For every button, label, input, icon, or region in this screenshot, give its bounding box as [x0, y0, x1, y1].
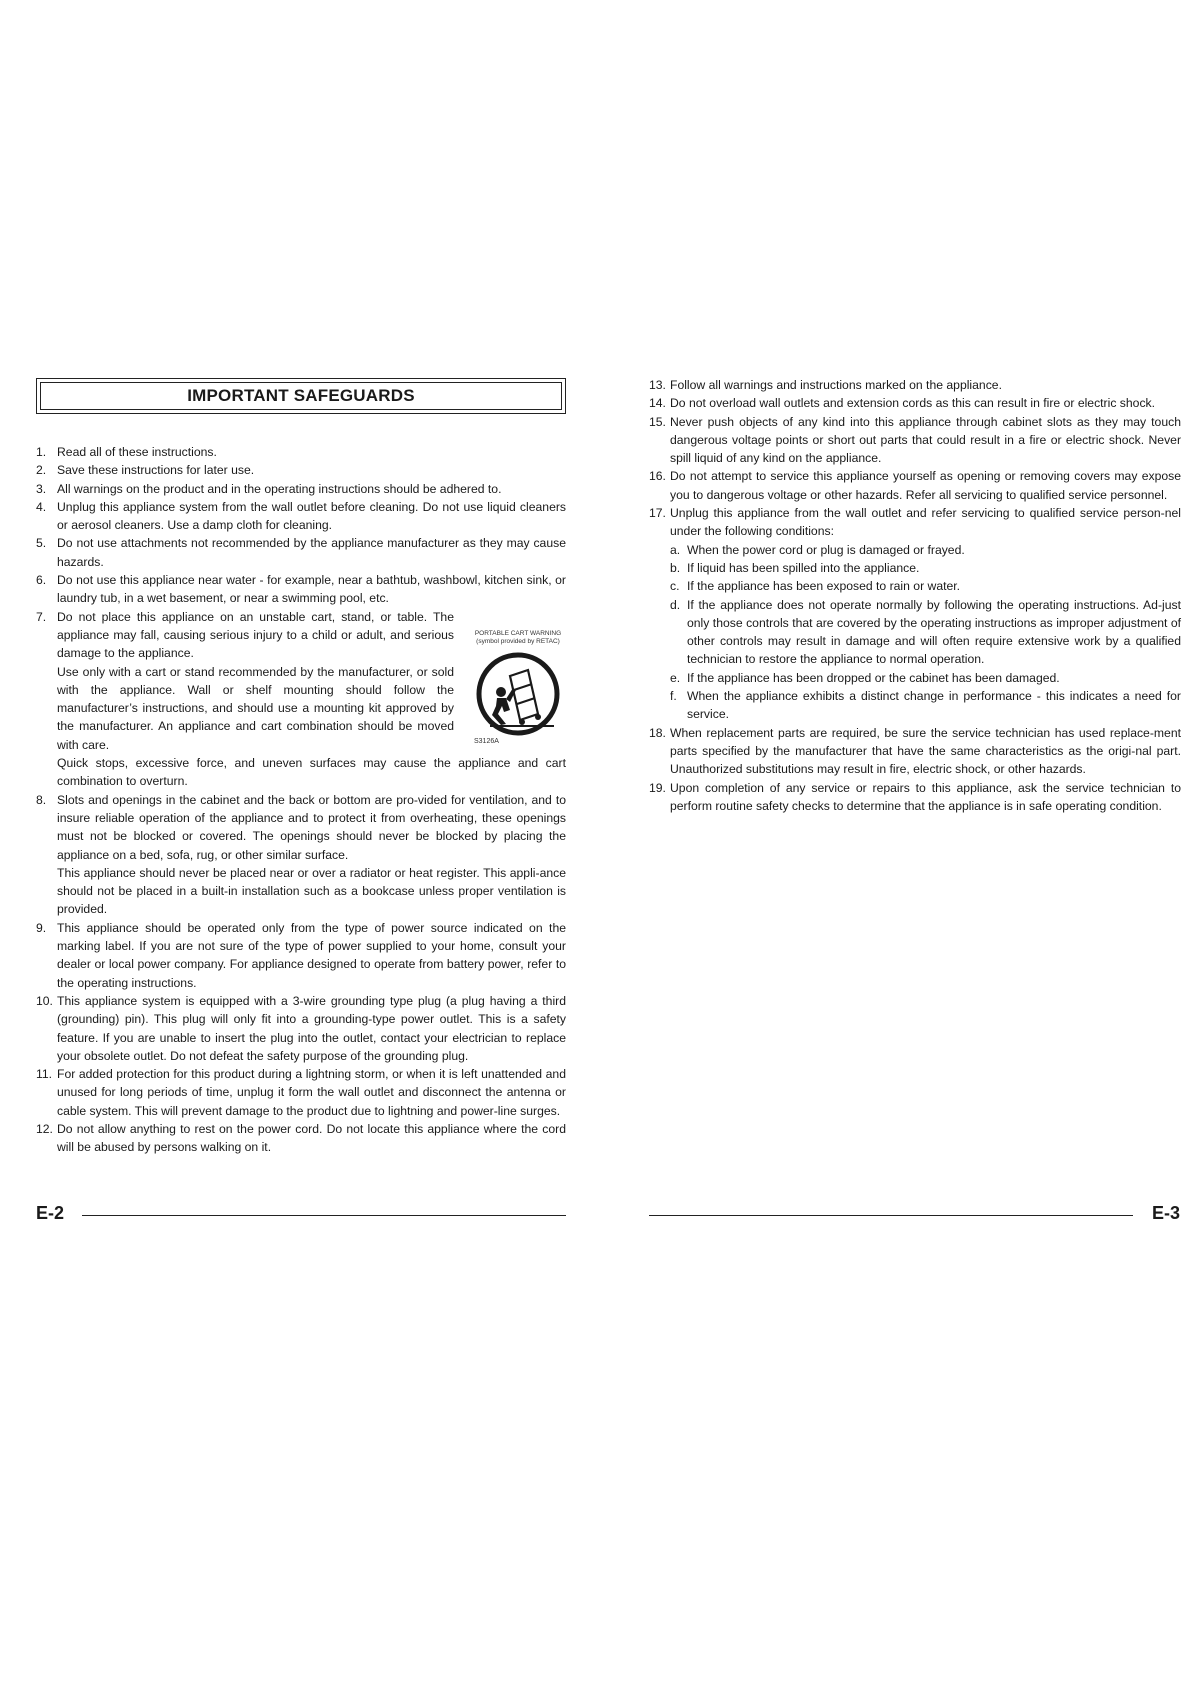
item-text: Use only with a cart or stand recommended by the manufacturer, or sold with the appliance. Wall or shelf mounting should follow the manufacturer’s instructions, and should use a mounting kit approved by the manufacturer. An appliance and cart combination should be moved with care. [57, 664, 454, 752]
item-text: This appliance system is equipped with a 3-wire grounding type plug (a plug having a third (grounding) pin). This plug will only fit into a grounding-type power outlet. This is a safety feature. If you are unable to insert the plug into the outlet, contact your electrician to replace your obsolete outlet. Do not defeat the safety purpose of the grounding plug. [57, 993, 566, 1063]
list-item [649, 504, 1181, 724]
item-text: Never push objects of any kind into this appliance through cabinet slots as they may touch dangerous voltage points or short out parts that could result in a fire or electric shock. Never spill liquid of any kind on the appliance. [670, 414, 1181, 466]
list-item [36, 534, 566, 571]
item-number: 10. [36, 993, 53, 1008]
item-text: This appliance should never be placed near or over a radiator or heat register. This appli-ance should not be placed in a built-in installation such as a bookcase unless proper ventilation is provided. [57, 865, 566, 917]
item-number: 19. [649, 780, 666, 795]
sub-list-item [670, 577, 1181, 595]
safeguards-list-left [36, 443, 566, 1157]
footer-rule-left [82, 1215, 566, 1216]
item-number: 9. [36, 920, 47, 935]
item-text: Save these instructions for later use. [57, 463, 255, 478]
sub-list-item [670, 669, 1181, 687]
cart-tipover-icon [476, 652, 560, 736]
item-number: 2. [36, 463, 47, 478]
item-text: When replacement parts are required, be sure the service technician has used replace-ment parts specified by the manufacturer that have the same characteristics as the origi-nal part. Unauthorized substitutions may result in fire, electric shock, or other hazards. [670, 725, 1181, 777]
item-number: 17. [649, 506, 666, 521]
sub-item-text: If the appliance has been exposed to rain or water. [687, 579, 961, 594]
page-title: IMPORTANT SAFEGUARDS [40, 382, 562, 410]
page-number-left: E-2 [36, 1203, 65, 1223]
list-item [36, 992, 566, 1065]
footer-rule-right [649, 1215, 1133, 1216]
item-text: Follow all warnings and instructions marked on the appliance. [670, 378, 1002, 392]
cart-warning-text [57, 608, 470, 754]
list-item [649, 724, 1181, 779]
item-text: Read all of these instructions. [57, 445, 217, 459]
sub-item-letter: d. [670, 597, 681, 612]
item-text: Unplug this appliance system from the wall outlet before cleaning. Do not use liquid cleaners or aerosol cleaners. Use a damp cloth for cleaning. [57, 499, 566, 533]
list-item [36, 1120, 566, 1157]
item-number: 13. [649, 378, 666, 392]
item-text: Slots and openings in the cabinet and the back or bottom are pro-vided for ventilation, and to insure reliable operation of the appliance and to protect it from overheating, these openings must not be blocked or covered. The openings should never be blocked by placing the appliance on a bed, sofa, rug, or other similar surface. [57, 792, 566, 862]
list-item [649, 394, 1181, 412]
item-text: Quick stops, excessive force, and uneven surfaces may cause the appliance and cart combination to overturn. [57, 756, 566, 789]
title-frame [36, 378, 566, 414]
sub-list-item [670, 559, 1181, 577]
item-text: Do not use attachments not recommended by the appliance manufacturer as they may cause hazards. [57, 536, 566, 569]
item-number: 6. [36, 573, 47, 588]
list-item [36, 791, 566, 919]
list-item [36, 443, 566, 461]
item-text: For added protection for this product during a lightning storm, or when it is left unattended and unused for long periods of time, unplug it form the wall outlet and disconnect the antenna or cable system. This will prevent damage to the product due to lightning and power-line surges. [57, 1067, 566, 1118]
item-number: 4. [36, 499, 47, 514]
item-text: Do not attempt to service this appliance yourself as opening or removing covers may expose you to dangerous voltage or other hazards. Refer all servicing to qualified service personnel. [670, 469, 1181, 502]
sub-item-letter: f. [670, 689, 677, 704]
item-number: 15. [649, 414, 666, 429]
item-number: 1. [36, 445, 47, 459]
item-number: 5. [36, 536, 47, 551]
item-text: Do not use this appliance near water - for example, near a bathtub, washbowl, kitchen sink, or laundry tub, in a wet basement, or near a swimming pool, etc. [57, 573, 566, 606]
item-text: All warnings on the product and in the operating instructions should be adhered to. [57, 481, 502, 496]
sub-item-letter: a. [670, 542, 681, 557]
item-number: 14. [649, 396, 666, 411]
list-item [36, 480, 566, 498]
sub-item-letter: e. [670, 670, 681, 685]
item-text: This appliance should be operated only from the type of power source indicated on the marking label. If you are not sure of the type of power supplied to your home, consult your dealer or local power company. For appliance designed to operate from battery power, refer to the operating instructions. [57, 920, 566, 990]
item-number: 3. [36, 481, 47, 496]
cart-warning-figure [470, 630, 566, 746]
list-item [36, 919, 566, 992]
list-item [36, 571, 566, 608]
list-item [36, 1065, 566, 1120]
sub-item-text: If the appliance has been dropped or the cabinet has been damaged. [687, 670, 1060, 685]
item-number: 7. [36, 609, 47, 624]
figure-caption: PORTABLE CART WARNING [474, 629, 562, 637]
cart-warning-block [57, 608, 566, 754]
figure-caption-source: (symbol provided by RETAC) [476, 637, 560, 645]
list-item [36, 608, 566, 791]
item-text: Do not allow anything to rest on the power cord. Do not locate this appliance where the cord will be abused by persons walking on it. [57, 1121, 566, 1155]
list-item [649, 467, 1181, 504]
sub-item-text: If liquid has been spilled into the appliance. [687, 560, 920, 575]
sub-item-letter: b. [670, 560, 681, 575]
item-number: 12. [36, 1121, 53, 1136]
item-text: Do not place this appliance on an unstable cart, stand, or table. The appliance may fall, causing serious injury to a child or adult, and serious damage to the appliance. [57, 609, 454, 661]
list-item [36, 461, 566, 479]
item-text: Unplug this appliance from the wall outlet and refer servicing to qualified service person-nel under the following conditions: [670, 506, 1181, 539]
safeguards-list-right [649, 376, 1181, 815]
list-item [649, 376, 1181, 394]
sub-list-item [670, 596, 1181, 669]
item-number: 18. [649, 725, 666, 740]
page-number-right: E-3 [1152, 1203, 1181, 1223]
list-item [649, 779, 1181, 816]
item-number: 16. [649, 469, 666, 484]
list-item [649, 413, 1181, 468]
list-item [36, 498, 566, 535]
figure-code: S3126A [474, 737, 499, 745]
condition-sublist [670, 541, 1181, 724]
item-number: 11. [36, 1067, 53, 1082]
sub-list-item [670, 687, 1181, 724]
item-text: Upon completion of any service or repairs to this appliance, ask the service technician to perform routine safety checks to determine that the appliance is in safe operating condition. [670, 780, 1181, 813]
item-number: 8. [36, 792, 47, 807]
sub-list-item [670, 541, 1181, 559]
sub-item-letter: c. [670, 579, 680, 594]
sub-item-text: When the appliance exhibits a distinct change in performance - this indicates a need for service. [687, 689, 1181, 722]
sub-item-text: If the appliance does not operate normally by following the operating instructions. Ad-just only those controls that are covered by the operating instructions as improper adjustment of other controls may result in damage and will often require extensive work by a qualified technician to restore the appliance to normal operation. [687, 597, 1181, 667]
sub-item-text: When the power cord or plug is damaged or frayed. [687, 542, 965, 557]
item-text: Do not overload wall outlets and extension cords as this can result in fire or electric shock. [670, 396, 1156, 411]
